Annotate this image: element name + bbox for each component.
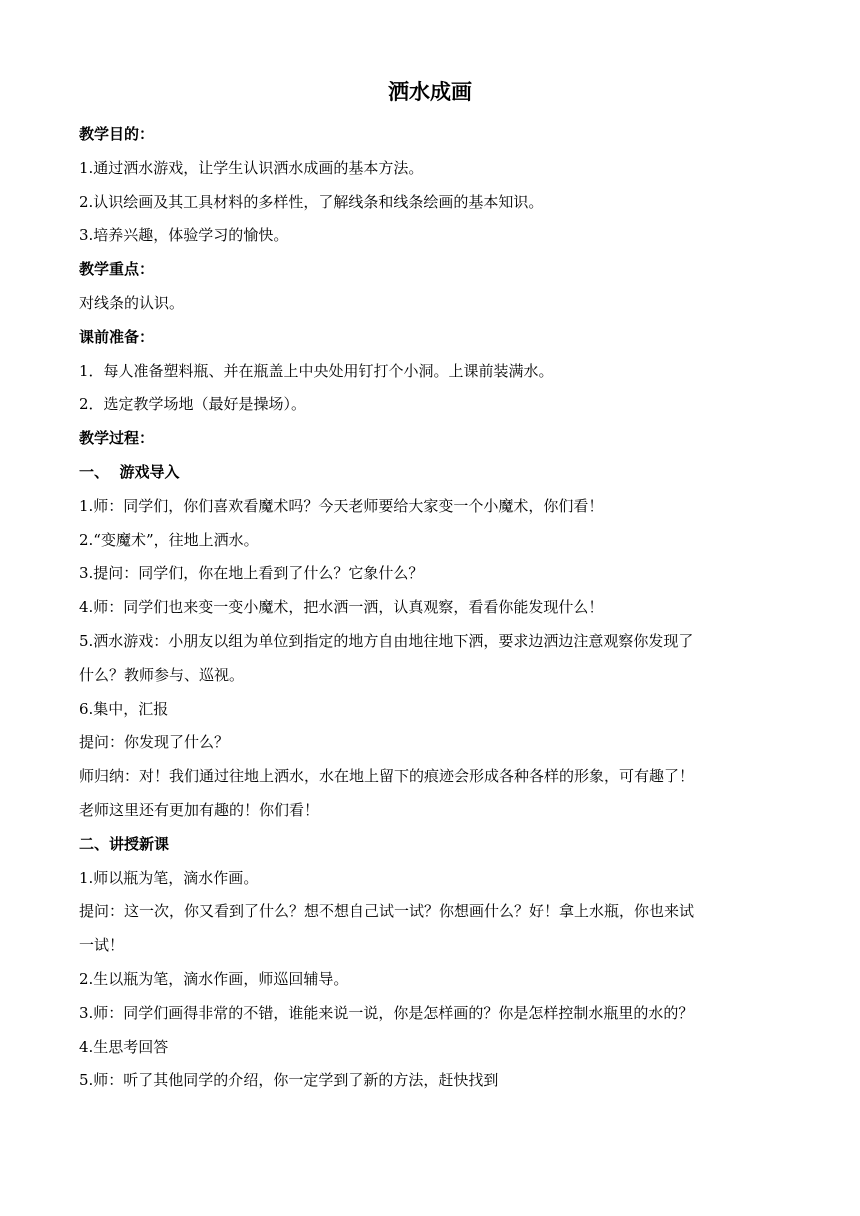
process-line: 4.生思考回答 (79, 1037, 169, 1056)
process-line: 3.提问：同学们，你在地上看到了什么？它象什么？ (79, 564, 424, 583)
process-line: 什么？教师参与、巡视。 (79, 665, 245, 684)
section-heading-goals: 教学目的： (79, 125, 155, 143)
section-heading-process: 教学过程： (79, 429, 155, 448)
process-line: 2.生以瓶为笔，滴水作画，师巡回辅导。 (79, 969, 349, 988)
process-line: 提问：你发现了什么？ (79, 733, 230, 752)
process-line: 5.洒水游戏：小朋友以组为单位到指定的地方自由地往地下洒，要求边洒边注意观察你发现了 (79, 631, 694, 650)
process-line: 老师这里还有更加有趣的！你们看！ (79, 800, 320, 819)
process-line: 1.师以瓶为笔，滴水作画。 (79, 868, 259, 887)
document-title: 洒水成画 (388, 80, 472, 104)
subsection-heading-game-intro: 一、 游戏导入 (79, 462, 180, 481)
prep-item: 2．选定教学场地（最好是操场）。 (79, 395, 307, 414)
process-line: 4.师：同学们也来变一变小魔术，把水洒一洒，认真观察，看看你能发现什么！ (79, 598, 604, 617)
section-heading-prep: 课前准备： (79, 327, 155, 346)
process-line: 1.师：同学们，你们喜欢看魔术吗？今天老师要给大家变一个小魔术，你们看！ (79, 496, 604, 515)
process-line: 师归纳：对！我们通过往地上洒水，水在地上留下的痕迹会形成各种各样的形象，可有趣了！ (79, 767, 695, 786)
document-body (79, 118, 789, 1098)
process-line: 5.师：听了其他同学的介绍，你一定学到了新的方法，赶快找到 (79, 1071, 499, 1090)
subsection-heading-new-lesson: 二、讲授新课 (79, 834, 170, 853)
prep-item: 1．每人准备塑料瓶、并在瓶盖上中央处用钉打个小洞。上课前装满水。 (79, 361, 554, 380)
process-line: 一试！ (79, 936, 125, 955)
process-line: 2.“变魔术”，往地上洒水。 (79, 530, 259, 549)
focus-text: 对线条的认识。 (79, 293, 185, 312)
process-line: 6.集中，汇报 (79, 699, 169, 718)
goal-item: 2.认识绘画及其工具材料的多样性，了解线条和线条绘画的基本知识。 (79, 192, 544, 211)
section-heading-focus: 教学重点： (79, 260, 155, 279)
goal-item: 1.通过洒水游戏，让学生认识洒水成画的基本方法。 (79, 158, 424, 177)
goal-item: 3.培养兴趣，体验学习的愉快。 (79, 226, 289, 245)
process-line: 提问：这一次，你又看到了什么？想不想自己试一试？你想画什么？好！拿上水瓶，你也来试 (79, 902, 695, 921)
process-line: 3.师：同学们画得非常的不错，谁能来说一说，你是怎样画的？你是怎样控制水瓶里的水的？ (79, 1003, 694, 1022)
